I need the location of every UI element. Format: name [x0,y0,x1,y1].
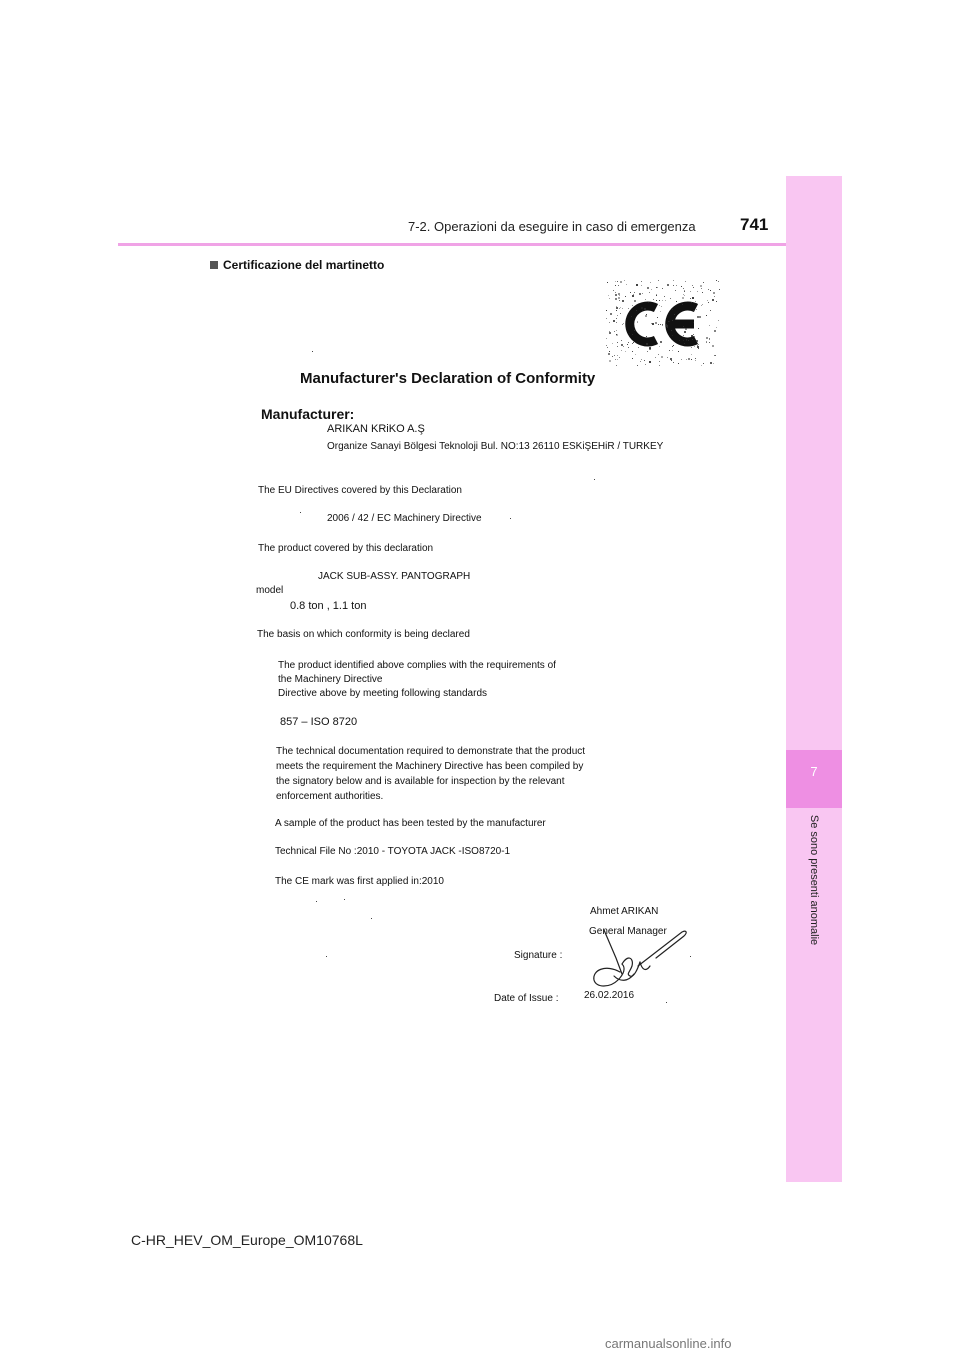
certificate-title: Manufacturer's Declaration of Conformity [300,370,596,387]
stamp-speck [706,337,708,339]
stamp-speck [684,295,685,296]
stamp-speck [619,295,620,296]
stamp-speck [641,359,642,360]
page-number: 741 [740,215,769,234]
stamp-speck [718,281,719,282]
stamp-speck [693,310,694,311]
stamp-speck [695,358,696,359]
stamp-speck [656,300,657,301]
stamp-speck [693,287,694,288]
stamp-speck [709,339,710,340]
stamp-speck [638,347,639,348]
document-code: C-HR_HEV_OM_Europe_OM10768L [131,1232,363,1248]
stamp-speck [691,359,692,360]
stamp-speck [669,321,670,322]
stamp-speck [607,282,608,283]
stamp-speck [673,280,674,281]
ce-mark-text: The CE mark was first applied in:2010 [275,876,444,887]
stamp-speck [616,322,617,323]
directives-label: The EU Directives covered by this Declaration [258,485,462,496]
scan-speck [344,899,345,900]
stamp-speck [671,330,672,331]
signature-label: Signature : [514,950,563,961]
basis-line-3: Directive above by meeting following standards [278,688,487,699]
stamp-speck [700,285,702,287]
stamp-speck [692,339,693,340]
stamp-speck [613,320,615,322]
stamp-speck [619,357,620,358]
stamp-speck [669,350,670,351]
stamp-speck [665,300,666,301]
stamp-speck [656,287,657,288]
stamp-speck [714,355,715,356]
stamp-speck [606,338,607,339]
stamp-speck [675,290,676,291]
stamp-speck [712,345,714,347]
square-bullet-icon [210,261,218,269]
stamp-speck [622,308,623,309]
stamp-speck [701,365,702,366]
stamp-speck [651,289,652,290]
stamp-speck [659,305,660,306]
stamp-speck [678,363,679,364]
stamp-speck [696,303,697,304]
stamp-speck [621,350,622,351]
stamp-speck [607,347,608,348]
stamp-speck [681,359,682,360]
stamp-speck [715,355,716,356]
stamp-speck [649,361,651,363]
stamp-speck [661,356,663,358]
stamp-speck [674,314,675,315]
section-heading-text: Certificazione del martinetto [223,258,385,272]
stamp-speck [636,310,637,311]
stamp-speck [616,318,617,319]
stamp-speck [613,290,614,291]
stamp-speck [702,304,703,305]
stamp-speck [718,320,719,321]
stamp-speck [659,361,660,362]
signer-title: General Manager [589,926,667,937]
stamp-speck [632,295,634,297]
stamp-speck [639,293,641,295]
stamp-speck [609,332,611,334]
scan-speck [594,479,595,480]
stamp-speck [683,335,684,336]
stamp-speck [616,310,617,311]
stamp-speck [615,359,616,360]
stamp-speck [657,287,658,288]
stamp-speck [685,328,687,330]
stamp-speck [712,299,714,301]
stamp-speck [658,354,659,355]
stamp-speck [655,357,656,358]
stamp-speck [628,347,629,348]
header-rule [118,243,786,246]
stamp-speck [688,340,689,341]
stamp-speck [707,300,708,301]
stamp-speck [606,345,607,346]
stamp-speck [632,358,633,359]
date-value: 26.02.2016 [584,990,635,1001]
stamp-speck [640,361,641,362]
stamp-speck [633,342,634,343]
stamp-speck [615,298,617,300]
stamp-speck [660,311,661,312]
stamp-speck [617,315,618,316]
stamp-speck [662,324,663,325]
stamp-speck [609,298,610,299]
stamp-speck [622,300,624,302]
stamp-speck [682,304,683,305]
stamp-speck [608,295,609,296]
stamp-speck [660,341,662,343]
stamp-speck [684,291,685,292]
stamp-speck [634,330,635,331]
company-name: ARIKAN KRiKO A.Ş [327,423,425,435]
stamp-speck [686,339,687,340]
stamp-speck [688,358,690,360]
stamp-speck [615,292,616,293]
stamp-speck [695,301,696,302]
stamp-speck [703,282,704,283]
stamp-speck [692,297,694,299]
stamp-speck [672,350,673,351]
stamp-speck [667,357,668,358]
scan-speck [300,512,301,513]
stamp-speck [714,330,716,332]
stamp-speck [632,343,633,344]
stamp-speck [612,343,613,344]
stamp-speck [612,356,613,357]
stamp-speck [698,348,699,349]
stamp-speck [646,314,647,315]
stamp-speck [650,282,651,283]
stamp-speck [616,334,617,335]
stamp-speck [649,292,650,293]
technical-line-1: The technical documentation required to demonstrate that the product [276,746,586,757]
stamp-speck [653,299,654,300]
stamp-speck [619,300,620,301]
stamp-speck [695,360,696,361]
stamp-speck [625,351,626,352]
stamp-speck [614,355,615,356]
stamp-speck [617,281,618,282]
stamp-speck [637,322,638,323]
stamp-speck [642,310,643,311]
stamp-speck [615,294,617,296]
stamp-speck [683,326,684,327]
stamp-speck [610,313,612,315]
stamp-speck [667,327,668,328]
stamp-speckles [606,280,722,368]
stamp-speck [697,346,699,348]
stamp-speck [706,315,707,316]
company-address: Organize Sanayi Bölgesi Teknoloji Bul. NO:13 26110 ESKiŞEHiR / TURKEY [327,441,664,452]
stamp-speck [621,340,622,341]
technical-line-3: the signatory below and is available for inspection by the relevant [276,776,565,787]
stamp-speck [645,315,647,317]
stamp-speck [646,336,647,337]
watermark: carmanualsonline.info [605,1336,732,1351]
technical-line-4: enforcement authorities. [276,791,384,802]
stamp-speck [694,336,695,337]
sample-text: A sample of the product has been tested by the manufacturer [275,818,546,829]
stamp-speck [716,327,717,328]
stamp-speck [685,281,686,282]
stamp-speck [664,296,665,297]
stamp-speck [710,290,711,291]
stamp-speck [632,351,633,352]
stamp-speck [626,284,627,285]
stamp-speck [679,340,680,341]
technical-line-2: meets the requirement the Machinery Directive has been compiled by [276,761,584,772]
stamp-speck [628,308,629,309]
stamp-speck [710,362,712,364]
stamp-speck [615,281,616,282]
stamp-speck [624,280,625,281]
stamp-speck [616,365,617,366]
stamp-speck [636,284,638,286]
stamp-speck [609,360,611,362]
stamp-speck [649,347,651,349]
model-label: model [256,585,284,596]
stamp-speck [619,308,620,309]
stamp-speck [608,353,610,355]
stamp-speck [697,291,698,292]
model-value: 0.8 ton , 1.1 ton [290,600,367,612]
stamp-speck [706,341,707,342]
stamp-speck [701,288,702,289]
stamp-speck [691,354,692,355]
stamp-speck [631,316,632,317]
section-heading [210,258,384,272]
chapter-number: 7 [810,764,818,779]
stamp-speck [617,355,618,356]
stamp-speck [634,300,636,302]
stamp-speck [709,325,710,326]
stamp-speck [672,346,673,347]
stamp-speck [698,328,699,329]
stamp-speck [683,340,684,341]
stamp-speck [701,305,702,306]
stamp-speck [684,331,686,333]
stamp-speck [672,320,673,321]
stamp-speck [666,324,667,325]
stamp-speck [684,290,685,291]
stamp-speck [659,300,660,301]
stamp-speck [673,345,674,346]
stamp-speck [658,280,659,281]
stamp-speck [696,309,697,310]
stamp-speck [630,292,631,293]
stamp-speck [667,284,669,286]
stamp-speck [710,310,711,311]
stamp-speck [617,342,618,343]
stamp-speck [716,301,717,302]
stamp-speck [620,281,622,283]
stamp-speck [609,322,610,323]
stamp-speck [716,280,717,281]
stamp-speck [681,286,682,287]
stamp-speck [618,285,619,286]
stamp-speck [616,330,617,331]
product-name: JACK SUB-ASSY. PANTOGRAPH [318,571,471,582]
stamp-speck [660,324,661,325]
stamp-speck [686,359,687,360]
stamp-speck [623,346,624,347]
stamp-speck [648,302,649,303]
stamp-speck [694,346,695,347]
basis-line-1: The product identified above complies with the requirements of [278,660,556,671]
header-title: 7-2. Operazioni da eseguire in caso di emergenza [408,219,696,234]
stamp-speck [641,307,643,309]
stamp-speck [628,342,629,343]
directive-value: 2006 / 42 / EC Machinery Directive [327,513,482,524]
chapter-side-label: Se sono presenti anomalie [808,814,820,946]
handwritten-signature [586,924,696,994]
stamp-speck [657,317,658,318]
stamp-speck [637,365,638,366]
stamp-speck [676,285,677,286]
stamp-speck [691,347,692,348]
stamp-speck [647,351,648,352]
basis-line-2: the Machinery Directive [278,674,383,685]
stamp-speck [661,306,662,307]
stamp-speck [706,342,707,343]
stamp-speck [690,298,691,299]
stamp-speck [686,340,687,341]
stamp-speck [684,343,685,344]
stamp-speck [656,295,657,296]
stamp-speck [713,363,714,364]
stamp-speck [622,324,623,325]
stamp-speck [646,343,648,345]
stamp-speck [702,292,703,293]
stamp-speck [673,285,674,286]
stamp-speck [645,364,646,365]
stamp-speck [655,322,657,324]
stamp-speck [682,297,684,299]
date-label: Date of Issue : [494,993,559,1004]
stamp-speck [623,323,624,324]
stamp-speck [662,288,663,289]
stamp-speck [714,296,715,297]
stamp-speck [659,365,660,366]
signature-stroke-icon [586,924,696,994]
stamp-speck [635,354,636,355]
stamp-speck [609,351,610,352]
stamp-speck [658,324,659,325]
stamp-speck [699,316,701,318]
stamp-speck [641,281,642,282]
stamp-speck [647,287,649,289]
stamp-speck [614,331,615,332]
stamp-speck [644,308,646,310]
stamp-speck [719,289,720,290]
stamp-speck [673,362,674,363]
stamp-speck [672,335,673,336]
scan-speck [312,351,313,352]
stamp-speck [676,301,677,302]
scan-speck [316,901,317,902]
scan-speck [510,518,511,519]
stamp-speck [633,294,634,295]
stamp-speck [713,292,715,294]
stamp-speck [620,307,621,308]
stamp-speck [691,335,693,337]
stamp-speck [620,313,621,314]
stamp-speck [708,289,709,290]
basis-label: The basis on which conformity is being declared [257,629,470,640]
stamp-speck [616,307,618,309]
stamp-speck [672,309,673,310]
stamp-speck [627,344,628,345]
stamp-speck [629,333,630,334]
stamp-speck [632,334,633,335]
stamp-speck [662,300,663,301]
scan-speck [371,918,372,919]
stamp-speck [692,285,693,286]
standard-value: 857 – ISO 8720 [280,716,358,728]
stamp-speck [678,351,679,352]
stamp-speck [709,342,710,343]
stamp-speck [659,346,660,347]
stamp-speck [691,302,692,303]
stamp-speck [617,346,618,347]
stamp-speck [698,344,699,345]
stamp-speck [632,305,633,306]
stamp-speck [662,325,663,326]
stamp-speck [693,322,694,323]
stamp-speck [617,359,618,360]
stamp-speck [668,321,669,322]
stamp-speck [690,291,691,292]
stamp-speck [693,334,694,335]
stamp-speck [625,296,626,297]
stamp-speck [645,299,646,300]
chapter-box [786,750,842,808]
stamp-speck [703,363,704,364]
signer-name: Ahmet ARIKAN [590,906,659,917]
stamp-speck [606,310,607,311]
stamp-speck [670,298,671,299]
stamp-speck [618,293,620,295]
stamp-speck [641,285,642,286]
side-tab [786,176,842,1182]
scan-speck [666,1002,667,1003]
stamp-speck [708,302,709,303]
stamp-speck [642,293,643,294]
scan-speck [690,956,691,957]
stamp-speck [683,288,684,289]
stamp-speck [618,297,620,299]
stamp-speck [652,323,654,325]
stamp-speck [644,360,645,361]
stamp-speck [671,360,672,361]
manufacturer-label: Manufacturer: [261,406,355,422]
stamp-speck [615,285,616,286]
stamp-speck [634,292,635,293]
product-label: The product covered by this declaration [258,543,434,554]
technical-file: Technical File No :2010 - TOYOTA JACK -ISO8720-1 [275,846,511,857]
stamp-speck [621,344,623,346]
stamp-speck [606,318,607,319]
stamp-speck [696,340,698,342]
scan-speck [326,956,327,957]
